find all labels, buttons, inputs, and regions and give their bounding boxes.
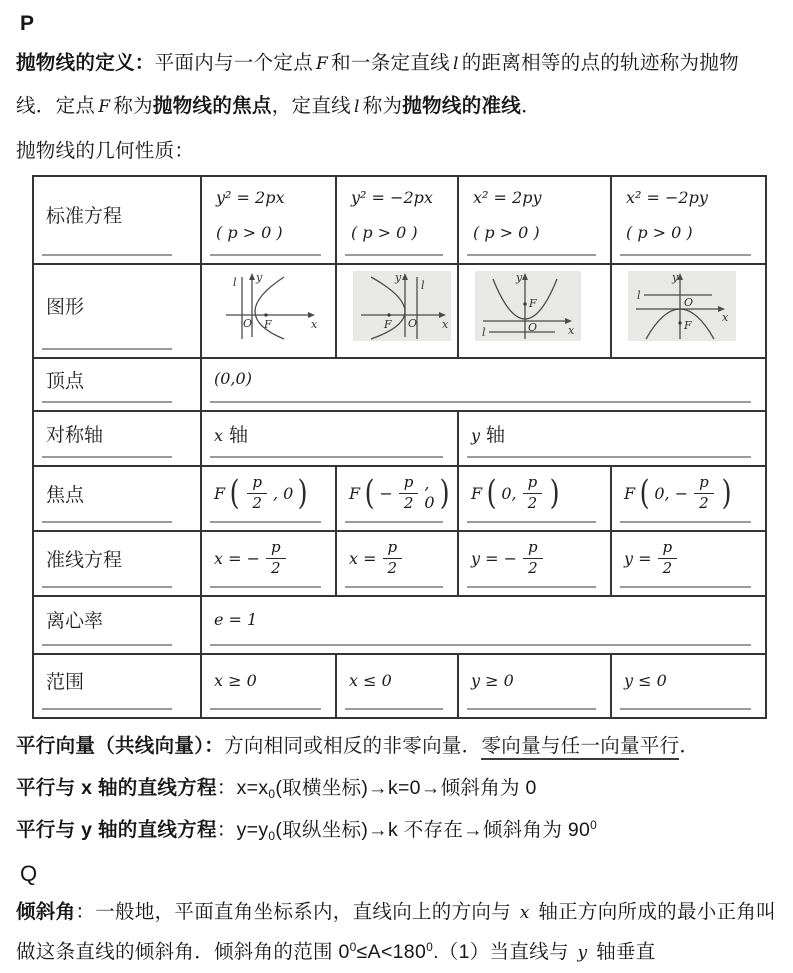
diagram-directrix-label: l	[482, 325, 486, 339]
directrix-lhs: y = −	[471, 548, 518, 568]
text-run: 方向相同或相反的非零向量．	[224, 734, 482, 757]
section-label-p: P	[20, 12, 35, 35]
cell-underline	[210, 708, 321, 710]
denominator: 2	[527, 493, 538, 512]
diagram-x-axis-label: x	[442, 317, 449, 331]
cell-underline	[210, 521, 321, 523]
numerator: p	[658, 539, 678, 558]
numerator: p	[694, 474, 714, 493]
vertex-value-cell	[201, 358, 766, 411]
cell-underline	[210, 401, 751, 403]
diagram-origin-label: O	[243, 316, 253, 330]
numerator: p	[266, 539, 286, 558]
diagram-focus-label: F	[384, 317, 392, 331]
range-cell-2	[336, 654, 458, 718]
std-eq-cell-2	[336, 176, 458, 264]
numerator: p	[523, 474, 543, 493]
text-run: ．	[521, 94, 541, 117]
cell-underline	[42, 586, 172, 588]
cell-underline	[467, 456, 751, 458]
focus-cell-4	[611, 466, 766, 531]
parabola-opens-up-diagram	[475, 271, 581, 341]
axis-x-cell	[201, 411, 458, 466]
row-label-text: 对称轴	[46, 424, 104, 446]
diagram-origin-label: O	[408, 316, 418, 330]
focus-term: 抛物线的焦点	[152, 94, 272, 117]
focus-coord: 0, −	[654, 483, 689, 503]
text-run: .（1）当直线与	[433, 940, 575, 963]
row-label-eccentricity	[33, 596, 201, 654]
cell-underline	[620, 254, 751, 256]
cell-underline	[467, 521, 596, 523]
row-label-graph	[33, 264, 201, 358]
range-cell-4	[611, 654, 766, 718]
text-run: ≤A<180	[356, 940, 427, 963]
directrix-term: 抛物线的准线	[402, 94, 522, 117]
cell-underline	[345, 521, 443, 523]
fraction	[383, 539, 403, 577]
var-y: y	[577, 942, 588, 963]
numerator: p	[399, 474, 419, 493]
parabola-opens-right-diagram	[218, 271, 322, 341]
range-cell-3	[458, 654, 611, 718]
diagram-y-axis-label: y	[256, 270, 263, 284]
cell-underline	[210, 254, 321, 256]
cell-underline	[42, 708, 172, 710]
focus-F: F	[471, 483, 483, 503]
equation: y² = 2px	[216, 187, 285, 207]
row-focus	[33, 466, 766, 531]
cell-underline	[42, 348, 172, 350]
var-F: F	[316, 54, 329, 74]
text-run: (取横坐标)→k=0→倾斜角为 0	[275, 776, 537, 799]
inclination-lead: 倾斜角	[16, 900, 76, 923]
denominator: 2	[699, 493, 709, 512]
graph-cell-3	[458, 264, 611, 358]
equation: y² = −2px	[351, 187, 433, 207]
parabola-definition-paragraph	[16, 42, 777, 128]
parallel-vectors-paragraph	[16, 727, 777, 767]
cell-underline	[42, 644, 172, 646]
text-run: ：y=y	[216, 818, 269, 841]
parallel-vectors-lead: 平行向量（共线向量）：	[16, 734, 225, 757]
numerator: p	[247, 474, 267, 493]
std-eq-cell-4	[611, 176, 766, 264]
cell-underline	[42, 456, 172, 458]
parabola-properties-table	[32, 175, 767, 719]
cell-underline	[210, 644, 751, 646]
row-vertex	[33, 358, 766, 411]
row-label-directrix	[33, 531, 201, 596]
text-run: ：x=x	[216, 776, 269, 799]
text-run: ．	[679, 734, 700, 757]
cell-underline	[210, 586, 321, 588]
cell-underline	[467, 254, 596, 256]
section-label-q: Q	[20, 860, 38, 886]
directrix-cell-2	[336, 531, 458, 596]
superscript-zero: 0	[426, 939, 434, 954]
close-paren: )	[549, 472, 560, 513]
denominator: 2	[271, 558, 281, 577]
parallel-y-lead: 平行与 y 轴的直线方程	[16, 818, 217, 841]
std-eq-cell-3	[458, 176, 611, 264]
row-label-focus	[33, 466, 201, 531]
var-x: x	[519, 902, 530, 923]
text-run: 平面内与一个定点	[154, 52, 314, 74]
row-axis-of-symmetry	[33, 411, 766, 466]
parabola-opens-left-diagram	[353, 271, 451, 341]
condition: ( p > 0 )	[626, 222, 693, 242]
text-run: ，定直线	[271, 94, 351, 117]
cell-underline	[345, 586, 443, 588]
row-eccentricity	[33, 596, 766, 654]
row-label-text: 标准方程	[46, 206, 123, 228]
diagram-x-axis-label: x	[722, 310, 729, 324]
graph-cell-4	[611, 264, 766, 358]
superscript-zero: 0	[590, 817, 598, 832]
diagram-focus-label: F	[529, 296, 537, 310]
axis-variable: y	[471, 425, 481, 445]
var-l: l	[353, 96, 360, 117]
directrix-lhs: y =	[624, 548, 652, 568]
cell-underline	[620, 708, 751, 710]
axis-word: 轴	[229, 424, 249, 446]
open-paren: (	[364, 472, 375, 513]
row-label-axis-of-symmetry	[33, 411, 201, 466]
cell-underline	[210, 456, 443, 458]
focus-F: F	[349, 483, 361, 503]
close-paren: )	[439, 472, 450, 513]
close-paren: )	[298, 472, 308, 513]
equation: x² = −2py	[626, 187, 708, 207]
text-run: 的距离相等的点的轨迹称为抛物线．定点	[16, 52, 739, 117]
row-label-text: 顶点	[46, 370, 85, 392]
text-run: ：一般地，平面直角坐标系内，直线向上的方向与	[75, 900, 517, 923]
focus-rest: , 0	[424, 474, 435, 513]
condition: ( p > 0 )	[473, 222, 540, 242]
condition: ( p > 0 )	[216, 222, 283, 242]
text-run: 称为	[362, 94, 403, 117]
open-paren: (	[229, 472, 240, 513]
row-label-vertex	[33, 358, 201, 411]
parallel-x-lead: 平行与 x 轴的直线方程	[16, 776, 217, 799]
directrix-lhs: x = −	[214, 548, 261, 568]
eccentricity-value-cell	[201, 596, 766, 654]
diagram-y-axis-label: y	[672, 270, 679, 284]
directrix-lhs: x =	[349, 548, 377, 568]
range-value: x ≥ 0	[214, 670, 257, 690]
diagram-focus-label: F	[264, 317, 272, 331]
focus-F: F	[624, 483, 636, 503]
focus-rest: , 0	[272, 483, 294, 503]
parallel-y-axis-line-paragraph	[16, 811, 777, 851]
diagram-origin-label: O	[528, 320, 538, 334]
diagram-focus-label: F	[684, 318, 692, 332]
cell-underline	[467, 708, 596, 710]
var-l: l	[452, 54, 459, 74]
diagram-origin-label: O	[684, 295, 694, 309]
row-label-text: 图形	[46, 297, 85, 319]
text-run: 轴垂直	[590, 940, 656, 963]
open-paren: (	[639, 472, 650, 513]
directrix-cell-4	[611, 531, 766, 596]
denominator: 2	[252, 493, 262, 512]
cell-underline	[345, 254, 443, 256]
definition-lead: 抛物线的定义：	[16, 52, 155, 74]
condition: ( p > 0 )	[351, 222, 418, 242]
cell-underline	[345, 708, 443, 710]
numerator: p	[523, 539, 543, 558]
directrix-cell-1	[201, 531, 336, 596]
focus-cell-2	[336, 466, 458, 531]
cell-underline	[620, 521, 751, 523]
cell-underline	[467, 586, 596, 588]
diagram-directrix-label: l	[637, 288, 641, 302]
row-range	[33, 654, 766, 718]
directrix-cell-3	[458, 531, 611, 596]
fraction	[523, 474, 543, 512]
row-label-text: 焦点	[46, 484, 85, 506]
superscript-zero: 0	[349, 939, 357, 954]
focus-sign: −	[379, 483, 393, 503]
open-paren: (	[486, 472, 497, 513]
fraction	[266, 539, 286, 577]
var-F: F	[98, 96, 111, 117]
close-paren: )	[721, 472, 732, 513]
graph-cell-1	[201, 264, 336, 358]
denominator: 2	[403, 493, 414, 512]
fraction	[523, 539, 543, 577]
diagram-y-axis-label: y	[395, 270, 402, 284]
eccentricity-value: e = 1	[214, 609, 258, 629]
denominator: 2	[662, 558, 673, 577]
focus-cell-1	[201, 466, 336, 531]
row-graph	[33, 264, 766, 358]
row-label-standard-equation	[33, 176, 201, 264]
subscript-zero: 0	[268, 786, 276, 801]
row-directrix-equation	[33, 531, 766, 596]
underlined-phrase: 零向量与任一向量平行	[481, 735, 679, 760]
cell-underline	[42, 521, 172, 523]
inclination-angle-paragraph	[16, 893, 777, 973]
range-value: y ≤ 0	[624, 670, 667, 690]
geometric-properties-subtitle: 抛物线的几何性质：	[16, 139, 195, 162]
fraction	[247, 474, 267, 512]
text-run: 称为	[113, 94, 153, 117]
cell-underline	[42, 254, 172, 256]
cell-underline	[42, 401, 172, 403]
cell-underline	[620, 586, 751, 588]
numerator: p	[383, 539, 403, 558]
row-label-text: 离心率	[46, 611, 104, 633]
range-value: x ≤ 0	[349, 670, 392, 690]
fraction	[658, 539, 678, 577]
parallel-x-axis-line-paragraph	[16, 769, 777, 809]
text-run: (取纵坐标)→k 不存在→倾斜角为 90	[275, 818, 591, 841]
std-eq-cell-1	[201, 176, 336, 264]
diagram-directrix-label: l	[421, 278, 425, 292]
focus-F: F	[214, 483, 226, 503]
range-cell-1	[201, 654, 336, 718]
diagram-x-axis-label: x	[568, 323, 575, 337]
focus-cell-3	[458, 466, 611, 531]
bottom-notes	[16, 727, 777, 973]
row-label-text: 范围	[46, 672, 85, 694]
row-label-range	[33, 654, 201, 718]
axis-word: 轴	[486, 424, 506, 446]
row-label-text: 准线方程	[46, 549, 123, 571]
text-run: 轴正方向所成的最小正角叫做这条直线的倾斜角．倾斜角的范围 0	[16, 900, 776, 963]
fraction	[694, 474, 714, 512]
subscript-zero: 0	[268, 828, 276, 843]
diagram-x-axis-label: x	[311, 317, 318, 331]
parabola-opens-down-diagram	[628, 271, 736, 341]
axis-y-cell	[458, 411, 766, 466]
focus-coord: 0,	[501, 483, 517, 503]
denominator: 2	[387, 558, 398, 577]
axis-variable: x	[214, 425, 224, 445]
text-run: 和一条定直线	[331, 52, 450, 74]
range-value: y ≥ 0	[471, 670, 514, 690]
vertex-value: (0,0)	[214, 369, 252, 389]
fraction	[399, 474, 419, 512]
row-standard-equation	[33, 176, 766, 264]
graph-cell-2	[336, 264, 458, 358]
diagram-y-axis-label: y	[516, 270, 523, 284]
diagram-directrix-label: l	[233, 275, 237, 289]
denominator: 2	[528, 558, 538, 577]
equation: x² = 2py	[473, 187, 542, 207]
